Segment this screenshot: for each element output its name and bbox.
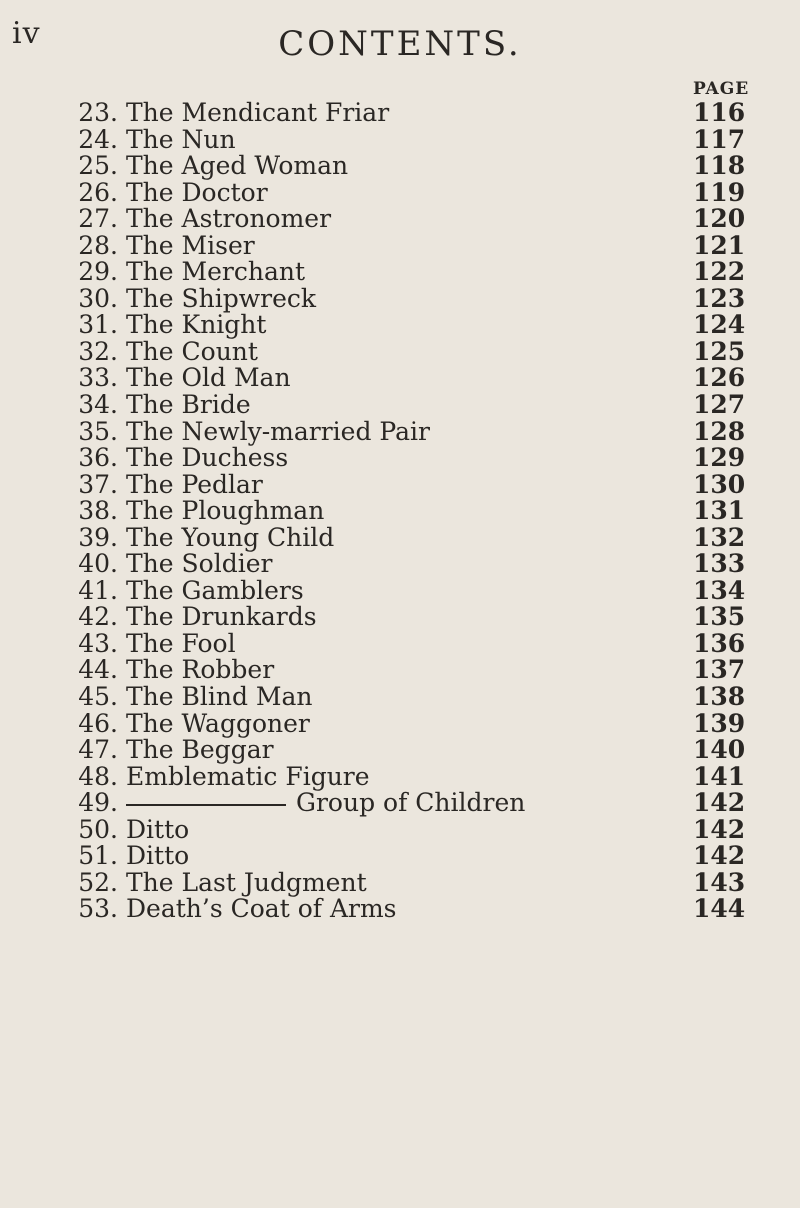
entry-title: The Robber [126, 655, 275, 685]
entry-page: 122 [693, 257, 746, 287]
entry-number: 51. [78, 841, 118, 871]
toc-entry [0, 365, 800, 392]
entry-page: 126 [693, 363, 746, 393]
entry-page: 119 [693, 177, 746, 207]
toc-entry [0, 445, 800, 472]
entry-page: 130 [693, 469, 746, 499]
toc-entry [0, 684, 800, 711]
entry-page: 121 [693, 230, 746, 260]
entry-title: The Doctor [126, 177, 268, 207]
entry-page: 128 [693, 416, 746, 446]
entry-page: 123 [693, 283, 746, 313]
toc-entry [0, 230, 800, 260]
entry-title: The Bride [126, 390, 251, 420]
entry-title: The Last Judgment [126, 867, 367, 897]
entry-page: 137 [693, 655, 746, 685]
entry-number: 42. [78, 602, 118, 632]
toc-entry [0, 392, 800, 419]
entry-title: The Newly-married Pair [126, 416, 430, 446]
entry-number: 30. [78, 283, 118, 313]
entry-number: 27. [78, 204, 118, 234]
entry-page: 140 [693, 735, 746, 765]
toc-entry [0, 100, 800, 127]
toc-entry [0, 575, 800, 605]
page-column-label: PAGE [693, 79, 750, 99]
entry-page: 132 [693, 522, 746, 552]
entry-number: 41. [78, 575, 118, 605]
entry-number: 24. [78, 124, 118, 154]
entry-number: 45. [78, 682, 118, 712]
entry-title: The Drunkards [126, 602, 317, 632]
entry-page: 127 [693, 390, 746, 420]
entry-number: 44. [78, 655, 118, 685]
entry-page: 120 [693, 204, 746, 234]
entry-page: 135 [693, 602, 746, 632]
entry-page: 141 [693, 761, 746, 791]
entry-title: The Waggoner [126, 708, 310, 738]
entry-title: Ditto [126, 841, 190, 871]
entry-title: The Aged Woman [126, 151, 349, 181]
toc-entry [0, 814, 800, 844]
toc-entry [0, 498, 800, 525]
entry-number: 29. [78, 257, 118, 287]
entry-page: 131 [693, 496, 746, 526]
contents-list [0, 100, 800, 923]
toc-entry [0, 737, 800, 764]
entry-title: Emblematic Figure [126, 761, 370, 791]
toc-entry [0, 283, 800, 313]
entry-title: The Soldier [126, 549, 273, 579]
entry-page: 139 [693, 708, 746, 738]
entry-number: 47. [78, 735, 118, 765]
entry-number: 39. [78, 522, 118, 552]
entry-title-text: Group of Children [296, 788, 526, 818]
entry-page: 124 [693, 310, 746, 340]
entry-number: 48. [78, 761, 118, 791]
entry-title: The Fool [126, 628, 236, 658]
entry-number: 25. [78, 151, 118, 181]
entry-number: 38. [78, 496, 118, 526]
entry-page: 134 [693, 575, 746, 605]
ditto-rule [126, 804, 286, 806]
entry-title: The Gamblers [126, 575, 304, 605]
entry-number: 53. [78, 894, 118, 924]
entry-page: 125 [693, 336, 746, 366]
toc-entry [0, 867, 800, 897]
entry-number: 36. [78, 443, 118, 473]
entry-title: The Pedlar [126, 469, 263, 499]
toc-entry [0, 790, 800, 817]
entry-page: 142 [693, 841, 746, 871]
toc-entry [0, 522, 800, 552]
entry-number: 52. [78, 867, 118, 897]
entry-title: Death’s Coat of Arms [126, 894, 397, 924]
toc-entry [0, 177, 800, 207]
toc-entry [0, 336, 800, 366]
toc-entry [0, 206, 800, 233]
toc-entry [0, 604, 800, 631]
entry-number: 28. [78, 230, 118, 260]
entry-number: 31. [78, 310, 118, 340]
toc-entry [0, 153, 800, 180]
toc-entry [0, 469, 800, 499]
entry-title: The Young Child [126, 522, 335, 552]
entry-title: Ditto [126, 814, 190, 844]
entry-number: 26. [78, 177, 118, 207]
entry-page: 138 [693, 682, 746, 712]
entry-number: 23. [78, 98, 118, 127]
entry-number: 46. [78, 708, 118, 738]
entry-title: The Merchant [126, 257, 306, 287]
entry-title [126, 790, 525, 817]
toc-entry [0, 761, 800, 791]
entry-title: The Duchess [126, 443, 289, 473]
entry-title: The Shipwreck [126, 283, 317, 313]
entry-title: The Old Man [126, 363, 291, 393]
toc-entry [0, 259, 800, 286]
entry-title: The Miser [126, 230, 255, 260]
entry-title: The Beggar [126, 735, 274, 765]
page-title: CONTENTS. [278, 24, 522, 64]
toc-entry [0, 896, 800, 923]
toc-entry [0, 843, 800, 870]
toc-entry [0, 708, 800, 738]
entry-number: 33. [78, 363, 118, 393]
toc-entry [0, 628, 800, 658]
entry-number: 40. [78, 549, 118, 579]
entry-title: The Count [126, 336, 258, 366]
entry-page: 142 [693, 788, 746, 818]
toc-entry [0, 657, 800, 684]
entry-page: 144 [693, 894, 746, 924]
entry-number: 43. [78, 628, 118, 658]
entry-title: The Knight [126, 310, 267, 340]
entry-number: 32. [78, 336, 118, 366]
entry-number: 37. [78, 469, 118, 499]
entry-page: 116 [693, 98, 746, 127]
toc-entry [0, 416, 800, 446]
entry-number: 34. [78, 390, 118, 420]
entry-title: The Astronomer [126, 204, 332, 234]
entry-page: 136 [693, 628, 746, 658]
entry-page: 117 [693, 124, 746, 154]
entry-title: The Mendicant Friar [126, 98, 390, 127]
entry-number: 49. [78, 788, 118, 818]
toc-entry [0, 551, 800, 578]
entry-number: 50. [78, 814, 118, 844]
page-number: iv [12, 16, 41, 51]
toc-entry [0, 312, 800, 339]
entry-title: The Ploughman [126, 496, 325, 526]
entry-page: 143 [693, 867, 746, 897]
entry-title: The Nun [126, 124, 236, 154]
entry-number: 35. [78, 416, 118, 446]
entry-page: 142 [693, 814, 746, 844]
toc-entry [0, 124, 800, 154]
entry-page: 133 [693, 549, 746, 579]
entry-page: 118 [693, 151, 746, 181]
entry-page: 129 [693, 443, 746, 473]
entry-title: The Blind Man [126, 682, 313, 712]
